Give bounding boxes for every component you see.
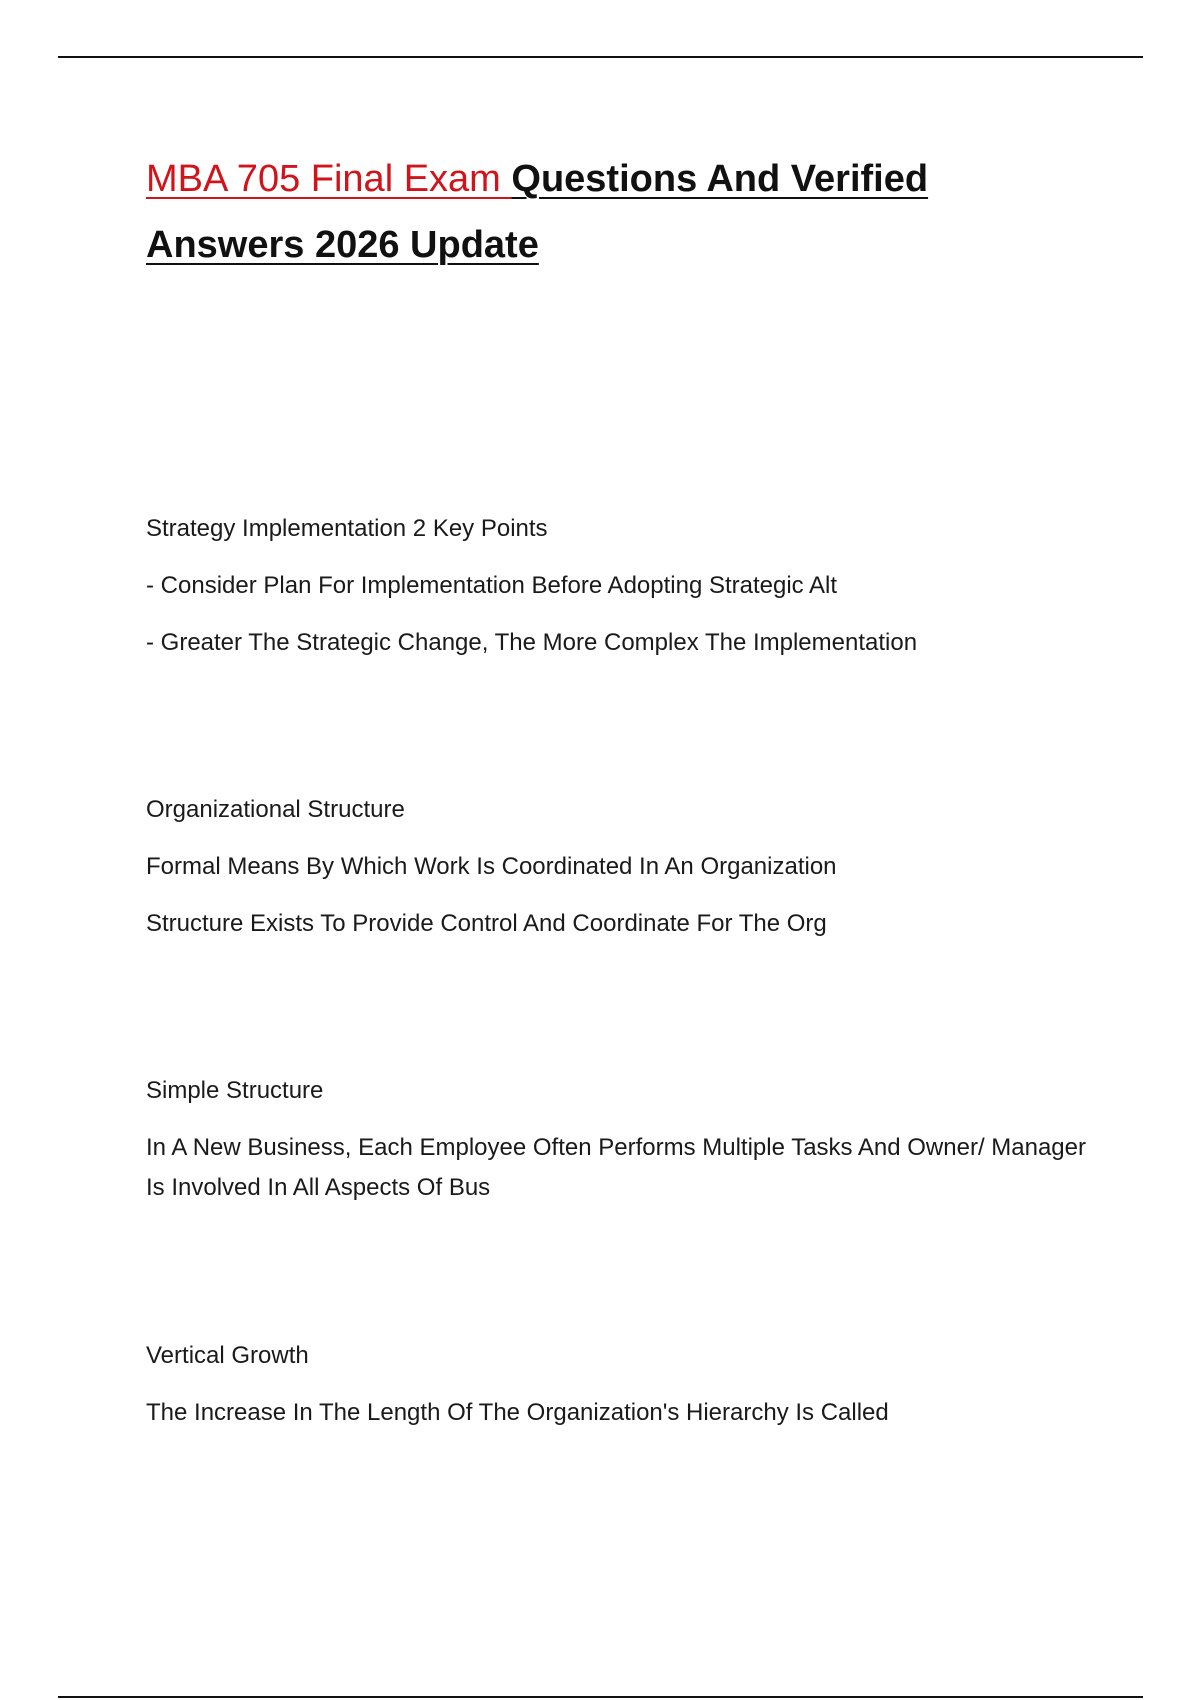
question-term: Simple Structure	[146, 1077, 324, 1104]
answer-line: In A New Business, Each Employee Often Performs Multiple Tasks And Owner/ Manager Is Involved In All Aspects Of Bus	[146, 1134, 1086, 1201]
qa-block-vertical-growth	[146, 1336, 1096, 1433]
answer-line: The Increase In The Length Of The Organization's Hierarchy Is Called	[146, 1399, 889, 1426]
answer-line: - Greater The Strategic Change, The More Complex The Implementation	[146, 629, 918, 656]
footer-rule	[58, 1696, 1143, 1698]
title-accent: MBA 705 Final Exam	[146, 158, 512, 200]
question-term: Vertical Growth	[146, 1342, 309, 1369]
answer-line: - Consider Plan For Implementation Before Adopting Strategic Alt	[146, 572, 838, 599]
title-rest: Questions And Verified Answers 2026 Update	[146, 158, 929, 266]
question-term: Strategy Implementation 2 Key Points	[146, 515, 548, 542]
answer-line: Formal Means By Which Work Is Coordinated In An Organization	[146, 853, 837, 880]
header-rule	[58, 56, 1143, 58]
qa-block-strategy-implementation	[146, 509, 1096, 663]
qa-block-simple-structure	[146, 1071, 1096, 1208]
question-term: Organizational Structure	[146, 796, 405, 823]
answer-line: Structure Exists To Provide Control And Coordinate For The Org	[146, 910, 827, 937]
document-title	[146, 146, 1046, 278]
qa-block-organizational-structure	[146, 790, 1096, 944]
